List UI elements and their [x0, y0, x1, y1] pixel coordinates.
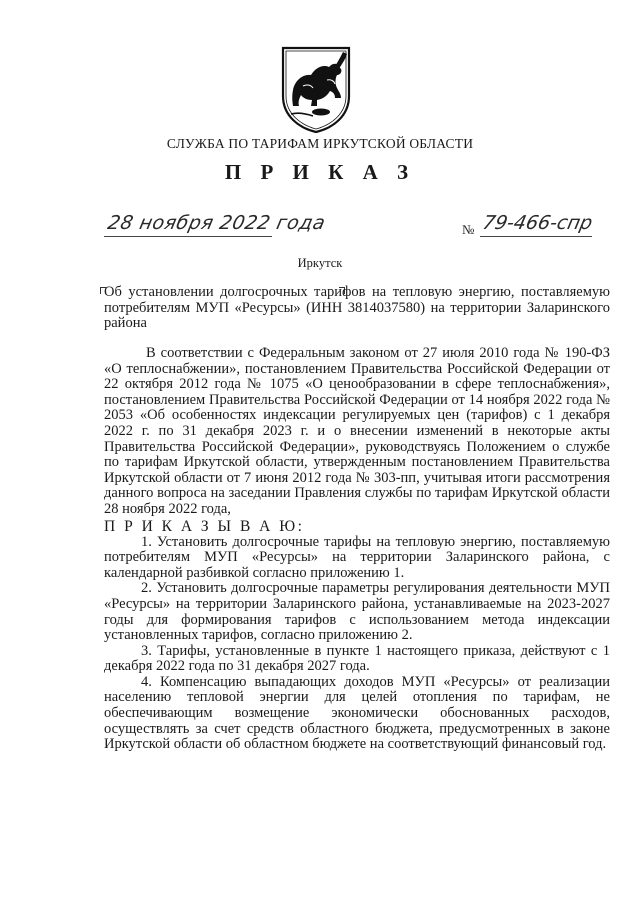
- clause-3: 3. Тарифы, установленные в пункте 1 настоящего приказа, действуют с 1 декабря 2022 года по 31 декабря 2027 года.: [104, 642, 610, 675]
- orders-heading: П Р И К А З Ы В А Ю:: [104, 517, 305, 535]
- document-body: [104, 346, 610, 753]
- clause-1: 1. Установить долгосрочные тарифы на тепловую энергию, поставляемую потребителям МУП «Ресурсы» на территории Заларинского района, с календарной разбивкой согласно приложению 1.: [104, 533, 610, 581]
- coat-of-arms-icon: [277, 44, 355, 134]
- clause-2: 2. Установить долгосрочные параметры регулирования деятельности МУП «Ресурсы» на территории Заларинского района, устанавливаемые на 2023-2027 годы для формирования тарифов с использованием метода индексации установленных тарифов, согласно приложению 2.: [104, 580, 610, 644]
- document-number-handwritten: 79-466-спр: [480, 212, 595, 234]
- number-prefix: №: [462, 222, 475, 237]
- preamble-paragraph: В соответствии с Федеральным законом от 27 июля 2010 года № 190-ФЗ «О теплоснабжении», постановлением Правительства Российской Федерации от 22 октября 2012 года № 1075 «О ценообразовании в сфере теплоснабжения», постановлением Правительства Российской Федерации от 14 ноября 2022 года № 2053 «Об особенностях индексации регулируемых цен (тарифов) с 1 декабря 2022 г. по 31 декабря 2023 г. и о внесении изменений в некоторые акты Правительства Российской Федерации», руководствуясь Положением о службе по тарифам Иркутской области, утвержденным постановлением Правительства Иркутской области от 7 июня 2012 года № 303-пп, учитывая итоги рассмотрения данного вопроса на заседании Правления службы по тарифам Иркутской области 28 ноября 2022 года,: [104, 345, 610, 517]
- date-handwritten: 28 ноября 2022 года: [105, 212, 328, 234]
- document-type-title: П Р И К А З: [224, 160, 416, 184]
- clause-4: 4. Компенсацию выпадающих доходов МУП «Ресурсы» от реализации населению тепловой энергии для целей отопления по тарифам, не обеспечивающим возмещение экономически обоснованных расходов, осуществлять за счет средств областного бюджета, предусмотренных в законе Иркутской области об областном бюджете на соответствующий финансовый год.: [104, 673, 610, 753]
- city-name: Иркутск: [297, 256, 343, 270]
- date-underline: [104, 236, 272, 237]
- document-subject: Об установлении долгосрочных тарифов на тепловую энергию, поставляемую потребителям МУП «Ресурсы» (ИНН 3814037580) на территории Заларинского района: [104, 284, 610, 331]
- number-underline: [480, 236, 592, 237]
- agency-name: СЛУЖБА ПО ТАРИФАМ ИРКУТСКОЙ ОБЛАСТИ: [166, 136, 474, 151]
